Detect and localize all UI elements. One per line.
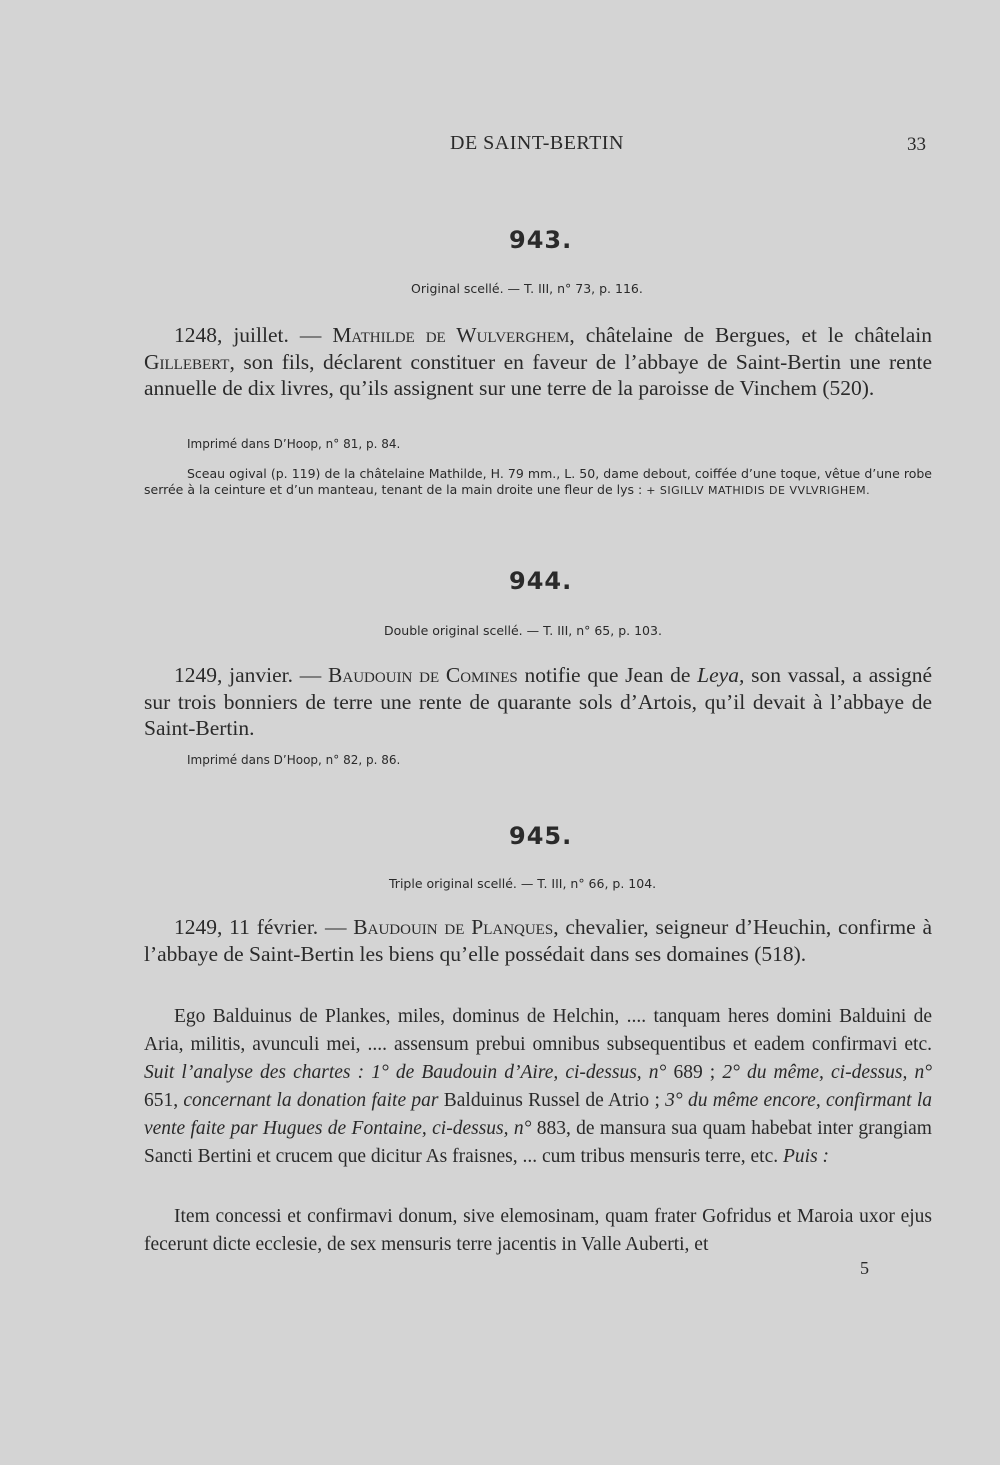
entry-number-945: 945. xyxy=(509,822,573,850)
seal-description-943 xyxy=(144,466,932,499)
regeste-text: son vassal, a assigné sur trois bonniers de terre une rente de quarante sols d’Artois, qu’il devait à l’abbaye de Saint-Bertin. xyxy=(144,663,932,740)
person-baudouin-planques: Baudouin de Planques, xyxy=(353,915,559,939)
page-header xyxy=(0,132,1000,160)
person-gillebert: Gillebert, xyxy=(144,349,235,374)
name-leya: Leya, xyxy=(697,663,745,687)
regeste-text: son fils, déclarent constituer en faveur de l’abbaye de Saint-Bertin une rente annuelle de dix livres, qu’ils assignent sur une terre de la paroisse de Vinchem (520). xyxy=(144,349,932,400)
editorial-note: Suit l’analyse des chartes : 1° de Baudouin d’Aire, ci-dessus, n° xyxy=(144,1062,667,1083)
latin-text: 651, xyxy=(144,1090,184,1111)
latin-paragraph-2: Item concessi et confirmavi donum, sive elemosinam, quam frater Gofridus et Maroia uxor ejus fecerunt dicte ecclesie, de sex mensuris terre jacentis in Valle Auberti, et xyxy=(144,1206,932,1255)
regeste-944 xyxy=(144,662,932,742)
date-943: 1248, juillet. xyxy=(174,323,289,347)
dash: — xyxy=(288,323,333,347)
editorial-note: 2° du même, ci-dessus, n° xyxy=(722,1062,933,1083)
folio-signature: 5 xyxy=(860,1258,869,1278)
date-945: 1249, 11 février. xyxy=(174,915,319,939)
editorial-note: Puis : xyxy=(783,1146,830,1167)
editorial-note: 3° du même encore, confirmant la vente faite par Hugues de Fontaine, ci-dessus, n° xyxy=(144,1090,932,1139)
seal-legend: + SIGILLV MATHIDIS DE VVLVRIGHEM. xyxy=(646,484,871,497)
printed-note-943: Imprimé dans D’Hoop, n° 81, p. 84. xyxy=(187,437,401,451)
source-note-943: Original scellé. — T. III, n° 73, p. 116. xyxy=(411,281,643,296)
regeste-text: chevalier, seigneur d’Heuchin, confirme à l’abbaye de Saint-Bertin les biens qu’elle possédait dans ses domaines (518). xyxy=(144,915,933,966)
entry-number-944: 944. xyxy=(509,567,573,595)
editorial-note: concernant la donation faite par xyxy=(183,1090,439,1111)
latin-text: 883, de mansura sua quam habebat inter grangiam Sancti Bertini et crucem que dicitur As fraisnes, ... cum tribus mensuris terre, etc. xyxy=(144,1118,932,1167)
person-baudouin-comines: Baudouin de Comines xyxy=(328,663,518,687)
regeste-text: châtelaine de Bergues, et le châtelain xyxy=(574,323,932,347)
seal-text: Sceau ogival (p. 119) de la châtelaine Mathilde, H. 79 mm., L. 50, dame debout, coiffée d’une toque, vêtue d’une robe serrée à la ceinture et d’un manteau, tenant de la main droite une fleur de lys : xyxy=(144,466,932,497)
printed-note-944: Imprimé dans D’Hoop, n° 82, p. 86. xyxy=(187,753,401,767)
latin-text: Ego Balduinus de Plankes, miles, dominus de Helchin, .... tanquam heres domini Balduini de Aria, militis, avunculi mei, .... assensum prebui omnibus subsequentibus et eadem confirmavi etc. xyxy=(144,1006,932,1055)
entry-number-943: 943. xyxy=(509,226,573,254)
latin-paragraph-1 xyxy=(144,1003,932,1171)
person-mathilde: Mathilde de Wulverghem, xyxy=(332,323,575,347)
source-note-945: Triple original scellé. — T. III, n° 66, p. 104. xyxy=(389,876,657,891)
latin-text: Balduinus Russel de Atrio ; xyxy=(438,1090,666,1111)
regeste-945 xyxy=(144,914,932,967)
running-title: DE SAINT-BERTIN xyxy=(450,132,624,154)
regeste-943 xyxy=(144,322,932,402)
page-number: 33 xyxy=(907,134,926,155)
dash: — xyxy=(318,915,354,939)
date-944: 1249, janvier. xyxy=(174,663,294,687)
dash: — xyxy=(293,663,329,687)
regeste-text: notifie que Jean de xyxy=(517,663,698,687)
source-note-944: Double original scellé. — T. III, n° 65, p. 103. xyxy=(384,623,662,638)
latin-text: 689 ; xyxy=(666,1062,723,1083)
